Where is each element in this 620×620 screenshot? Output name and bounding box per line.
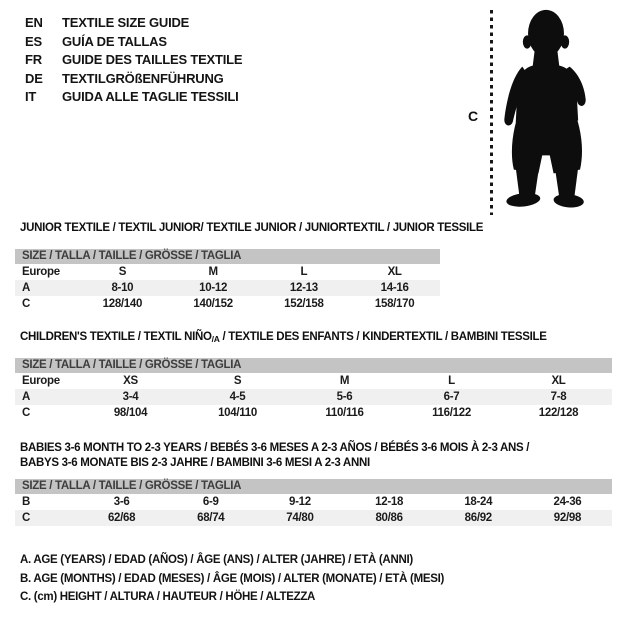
row-label: Europe <box>22 266 60 278</box>
height-cell: 128/140 <box>102 298 143 310</box>
height-cell: 110/116 <box>325 407 364 419</box>
size-cell: L <box>300 266 308 278</box>
table-row <box>15 264 440 280</box>
babies-size-table <box>15 494 612 526</box>
table-row <box>15 389 612 405</box>
legend-line-b: B. AGE (MONTHS) / EDAD (MESES) / ÂGE (MOIS) / ALTER (MONATE) / ETÀ (MESI) <box>20 572 445 585</box>
lang-code: EN <box>25 15 43 30</box>
lang-row-de <box>25 70 242 89</box>
junior-size-section <box>15 221 484 312</box>
lang-row-es <box>25 33 242 52</box>
row-label: Europe <box>22 375 60 387</box>
height-cell: 86/92 <box>464 512 492 524</box>
size-cell: L <box>448 375 455 387</box>
age-cell: 12-18 <box>375 496 404 508</box>
row-label: C <box>22 512 31 524</box>
table-row <box>15 405 612 421</box>
children-title-pre: CHILDREN'S TEXTILE / TEXTIL NIÑO <box>20 331 212 343</box>
age-cell: 12-13 <box>289 282 318 294</box>
table-row <box>15 494 612 510</box>
lang-row-it <box>25 88 242 107</box>
height-measure-dotted-line <box>490 10 493 215</box>
legend-line-a: A. AGE (YEARS) / EDAD (AÑOS) / ÂGE (ANS) / ALTER (JAHRE) / ETÀ (ANNI) <box>20 554 413 566</box>
height-cell: 98/104 <box>113 407 148 419</box>
lang-code: IT <box>25 89 37 104</box>
age-cell: 18-24 <box>464 496 493 508</box>
lang-title: TEXTILGRÖßENFÜHRUNG <box>62 70 224 86</box>
age-cell: 5-6 <box>336 391 353 403</box>
height-cell: 80/86 <box>375 512 403 524</box>
size-cell: M <box>339 375 350 387</box>
height-cell: 116/122 <box>432 407 471 419</box>
age-cell: 24-36 <box>553 496 582 508</box>
lang-code: DE <box>25 70 43 86</box>
age-cell: 3-4 <box>122 391 139 403</box>
size-cell: XL <box>551 375 566 387</box>
height-cell: 158/170 <box>374 298 415 310</box>
lang-title: GUIDE DES TAILLES TEXTILE <box>62 52 243 67</box>
age-cell: 7-8 <box>550 391 567 403</box>
height-cell: 140/152 <box>193 298 233 310</box>
height-cell: 92/98 <box>553 512 582 524</box>
size-cell: S <box>233 375 242 387</box>
legend-line-c: C. (cm) HEIGHT / ALTURA / HAUTEUR / HÖHE / ALTEZZA <box>20 591 316 604</box>
babies-section-title-line1: BABIES 3-6 MONTH TO 2-3 YEARS / BEBÉS 3-6 MESES A 2-3 AÑOS / BÉBÉS 3-6 MOIS À 2-3 ANS / <box>20 442 530 454</box>
row-label: A <box>22 282 31 294</box>
table-row <box>15 280 440 296</box>
size-cell: XS <box>123 375 138 387</box>
babies-size-section <box>15 441 612 526</box>
age-cell: 14-16 <box>380 282 409 294</box>
height-cell: 62/68 <box>107 512 136 524</box>
size-header-bar: SIZE / TALLA / TAILLE / GRÖSSE / TAGLIA <box>15 358 612 373</box>
lang-title: TEXTILE SIZE GUIDE <box>62 15 190 30</box>
children-size-section <box>15 330 612 421</box>
children-title-subscript: /A <box>211 334 220 344</box>
age-cell: 6-9 <box>202 496 219 508</box>
table-row <box>15 510 612 526</box>
toddler-silhouette-icon <box>498 7 594 215</box>
lang-row-fr <box>25 51 242 70</box>
measurement-legend <box>15 551 444 607</box>
junior-size-table <box>15 264 440 312</box>
age-cell: 4-5 <box>229 391 246 403</box>
junior-section-title: JUNIOR TEXTILE / TEXTIL JUNIOR/ TEXTILE JUNIOR / JUNIORTEXTIL / JUNIOR TESSILE <box>20 222 484 234</box>
language-title-block <box>25 14 242 107</box>
height-cell: 122/128 <box>538 407 579 419</box>
height-cell: 152/158 <box>284 298 324 310</box>
age-cell: 8-10 <box>111 282 134 294</box>
height-cell: 74/80 <box>286 512 314 524</box>
size-cell: S <box>118 266 127 278</box>
age-cell: 9-12 <box>289 496 311 508</box>
lang-title: GUÍA DE TALLAS <box>62 33 167 49</box>
height-measure-label: C <box>468 108 479 124</box>
table-row <box>15 296 440 312</box>
babies-section-title-line2: BABYS 3-6 MONATE BIS 2-3 JAHRE / BAMBINI 3-6 MESI A 2-3 ANNI <box>20 457 370 469</box>
lang-title: GUIDA ALLE TAGLIE TESSILI <box>62 89 239 104</box>
size-cell: M <box>208 266 218 278</box>
size-header-bar: SIZE / TALLA / TAILLE / GRÖSSE / TAGLIA <box>15 249 440 264</box>
height-cell: 68/74 <box>197 512 225 524</box>
age-cell: 6-7 <box>443 391 460 403</box>
children-title-post: / TEXTILE DES ENFANTS / KINDERTEXTIL / BAMBINI TESSILE <box>219 331 547 343</box>
height-cell: 104/110 <box>218 407 257 419</box>
age-cell: 10-12 <box>199 282 228 294</box>
row-label: C <box>22 298 31 310</box>
row-label: C <box>22 407 31 419</box>
lang-code: ES <box>25 33 42 49</box>
size-header-bar: SIZE / TALLA / TAILLE / GRÖSSE / TAGLIA <box>15 479 612 494</box>
size-cell: XL <box>387 266 402 278</box>
children-size-table <box>15 373 612 421</box>
row-label: B <box>22 496 31 508</box>
age-cell: 3-6 <box>113 496 130 508</box>
row-label: A <box>22 391 31 403</box>
table-row <box>15 373 612 389</box>
children-section-title <box>15 330 612 345</box>
lang-row-en <box>25 14 242 33</box>
lang-code: FR <box>25 52 42 67</box>
